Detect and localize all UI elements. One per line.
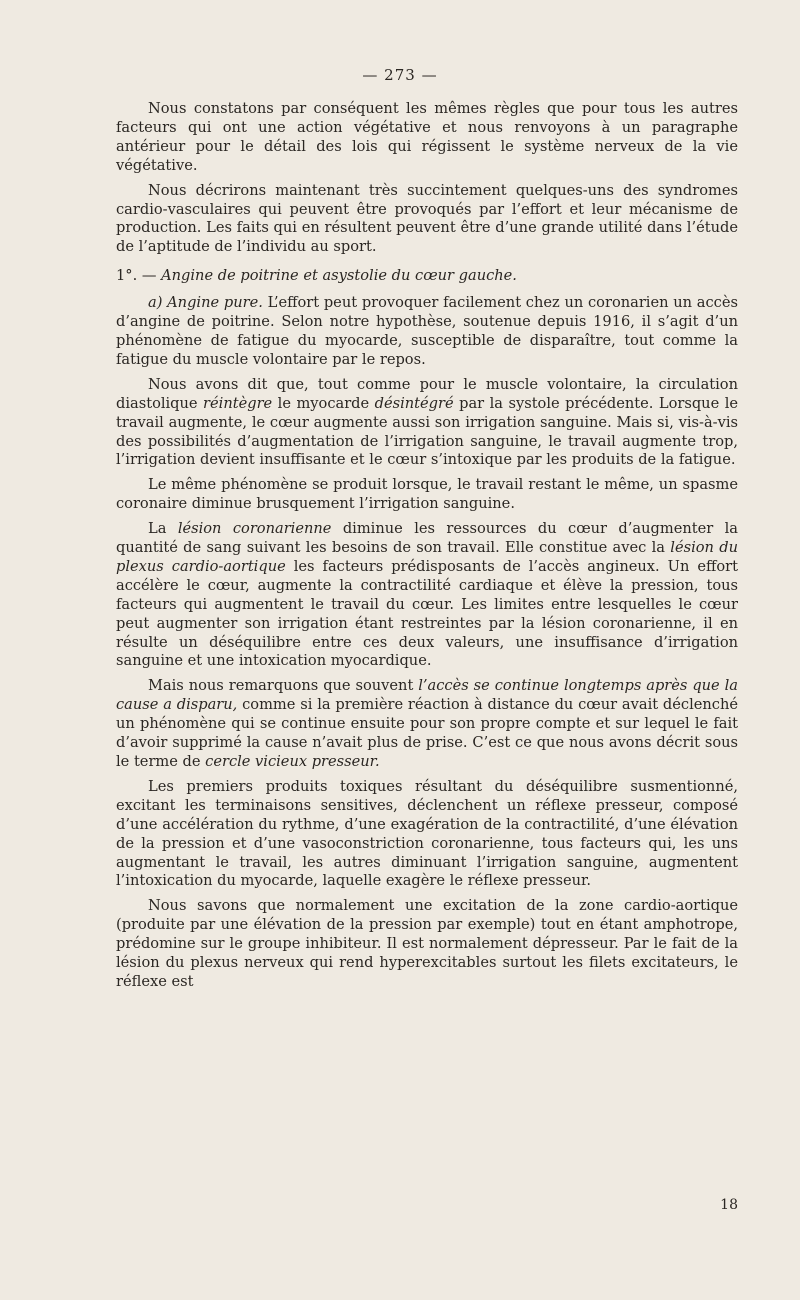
paragraph: a) Angine pure. L’effort peut provoquer facilement chez un coronarien un accès d’angine de poitrine. Selon notre hypothèse, soutenue depuis 1916, il s’agit d’un phénomène de fatigue du myocarde, susceptible de disparaître, tout comme la fatigue du muscle volontaire par le repos. xyxy=(116,294,738,368)
paragraph: Nous constatons par conséquent les mêmes règles que pour tous les autres facteurs qui ont une action végétative et nous renvoyons à un paragraphe antérieur pour le détail des lois qui régissent le système nerveux de la vie végétative. xyxy=(116,100,738,174)
paragraph: La lésion coronarienne diminue les ressources du cœur d’augmenter la quantité de sang suivant les besoins de son travail. Elle constitue avec la lésion du plexus cardio-aortique les facteurs prédisposants de l’accès angineux. Un effort accélère le cœur, augmente la contractilité cardiaque et élève la pression, tous facteurs qui augmentent le travail du cœur. Les limites entre lesquelles le cœur peut augmenter son irrigation étant restreintes par la lésion coronarienne, il en résulte un déséquilibre entre ces deux valeurs, une insuffisance d’irrigation sanguine et une intoxication myocardique. xyxy=(116,520,738,670)
paragraph: Nous décrirons maintenant très succintement quelques-uns des syndromes cardio-vasculaires qui peuvent être provoqués par l’effort et leur mécanisme de production. Les faits qui en résultent peuvent être d’une grande utilité dans l’étude de l’aptitude de l’individu au sport. xyxy=(116,181,738,256)
paragraph: Les premiers produits toxiques résultant du déséquilibre susmentionné, excitant les terminaisons sensitives, déclenchent un réflexe presseur, composé d’une accélération du rythme, d’une exagération de la contractilité, d’une élévation de la pression et d’une vasoconstriction coronarienne, tous facteurs qui, les uns augmentant le travail, les autres diminuant l’irrigation sanguine, augmentent l’intoxication du myocarde, laquelle exagère le réflexe presseur. xyxy=(116,777,738,890)
paragraph-lead: a) Angine pure. xyxy=(148,294,263,312)
signature-mark: 18 xyxy=(720,1197,738,1213)
paragraph: Nous avons dit que, tout comme pour le muscle volontaire, la circulation diastolique réintègre le myocarde désintégré par la systole précédente. Lorsque le travail augmente, le cœur augmente aussi son irrigation sanguine. Mais si, vis-à-vis des possibilités d’augmentation de l’irrigation sanguine, le travail augmente trop, l’irrigation devient insuffisante et le cœur s’intoxique par les produits de la fatigue. xyxy=(116,375,738,469)
paragraph: Nous savons que normalement une excitation de la zone cardio-aortique (produite par une élévation de la pression par exemple) tout en étant amphotrope, prédomine sur le groupe inhibiteur. Il est normalement dépresseur. Par le fait de la lésion du plexus nerveux qui rend hyperexcitables surtout les filets excitateurs, le réflexe est xyxy=(116,897,738,990)
paragraph: Mais nous remarquons que souvent l’accès se continue longtemps après que la cause a disparu, comme si la première réaction à distance du cœur avait déclenché un phénomène qui se continue ensuite pour son propre compte et sur lequel le fait d’avoir supprimé la cause n’avait plus de prise. C’est ce que nous avons décrit sous le terme de cercle vicieux presseur. xyxy=(116,677,738,770)
paragraph: Le même phénomène se produit lorsque, le travail restant le même, un spasme coronaire diminue brusquement l’irrigation sanguine. xyxy=(116,476,738,513)
page-number: — 273 — xyxy=(362,66,438,84)
section-title: Angine de poitrine et asystolie du cœur gauche. xyxy=(161,267,517,285)
body-text xyxy=(116,100,738,992)
section-heading xyxy=(116,267,738,286)
section-number: 1°. — xyxy=(116,267,157,285)
